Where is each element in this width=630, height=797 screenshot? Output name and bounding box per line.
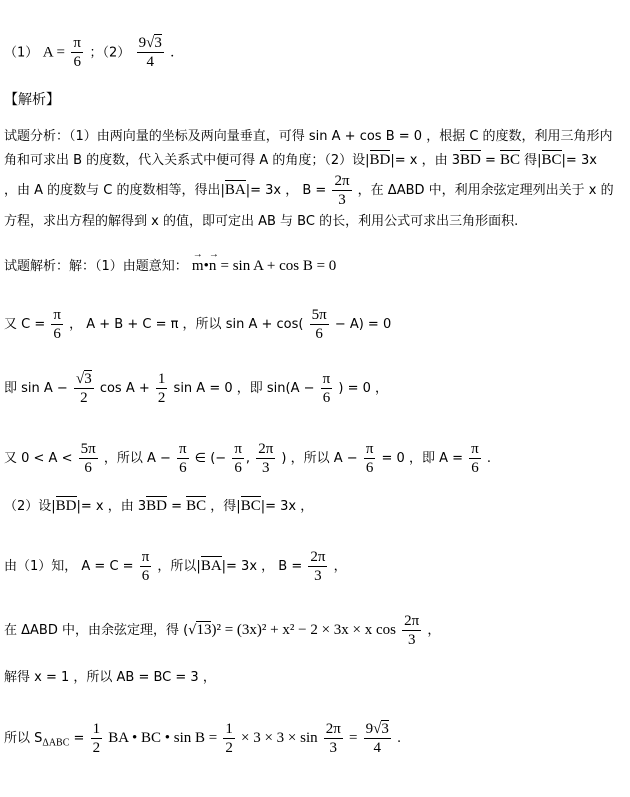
- analysis-line-2: 角和可求出 B 的度数，代入关系式中便可得 A 的角度；（2）设|BD|= x ，由 3BD = BC 得|BC|= 3x: [4, 152, 597, 168]
- analysis-heading: 【解析】: [4, 92, 60, 108]
- answer-pi-over-6: $\frac{\pi}{6}$: [73, 35, 81, 70]
- solution-line-5: （2）设|BD|= x ，由 3BD = BC ，得|BC|= 3x ，: [4, 498, 314, 514]
- solution-line-4: 又 0 < A < $\frac{5\pi}{6}$ ，所以 A − $\frac{\pi}{6}$ ∈ (− $\frac{\pi}{6}$ , $\frac{2\pi}{3}$ ) ，所以 A − $\frac{\pi}{6}$ = 0 ，即 A = $\frac{\pi}{6}$ .: [4, 441, 492, 476]
- solution-line-3: 即 sin A − $\frac{√3}{2}$ cos A + $\frac{1}{2}$ sin A = 0 ，即 sin(A − $\frac{\pi}{6}$ ) = 0 ，: [4, 371, 389, 406]
- solution-line-6: 由（1）知， A = C = $\frac{\pi}{6}$ ，所以|BA|= 3x ， B = $\frac{2\pi}{3}$ ，: [4, 549, 347, 584]
- answer-separator: ；（2）: [89, 45, 131, 61]
- answer-9root3-over-4: $\frac{9√3}{4}$: [138, 35, 162, 70]
- analysis-line-3: ，由 A 的度数与 C 的度数相等，得出|BA|= 3x ， B = $\frac{2\pi}{3}$ ，在 ΔABD 中，利用余弦定理列出关于 x 的: [4, 173, 614, 208]
- analysis-line-1: 试题分析：（1）由两向量的坐标及两向量垂直，可得 sin A + cos B = 0 ，根据 C 的度数，利用三角形内: [4, 129, 613, 144]
- answer-a-eq: A =: [42, 44, 65, 61]
- answer-line: [4, 34, 174, 71]
- solution-line-1: 试题解析：解：（1）由题意知： → m•→ n = sin A + cos B = 0: [4, 256, 336, 277]
- solution-line-7: 在 ΔABD 中，由余弦定理，得 (√13)² = (3x)² + x² − 2 × 3x × x cos $\frac{2\pi}{3}$ ，: [4, 613, 441, 648]
- solution-line-8: 解得 x = 1 ，所以 AB = BC = 3 ，: [4, 670, 216, 685]
- analysis-line-4: 方程，求出方程的解得到 x 的值，即可定出 AB 与 BC 的长，利用公式可求出三角形面积.: [4, 214, 519, 229]
- solution-line-2: 又 C = $\frac{\pi}{6}$ ， A + B + C = π ，所以 sin A + cos( $\frac{5\pi}{6}$ − A) = 0: [4, 307, 392, 342]
- solution-line-9: 所以 $S_{\Delta ABC}$ = $\frac{1}{2}$ BA • BC • sin B = $\frac{1}{2}$ × 3 × 3 × sin $\frac{2\pi}{3}$ = $\frac{9√3}{4}$ .: [4, 721, 402, 756]
- answer-period: .: [170, 44, 175, 61]
- answer-part1-label: （1）: [4, 45, 39, 61]
- two-pi-over-3: $\frac{2\pi}{3}$: [334, 173, 350, 208]
